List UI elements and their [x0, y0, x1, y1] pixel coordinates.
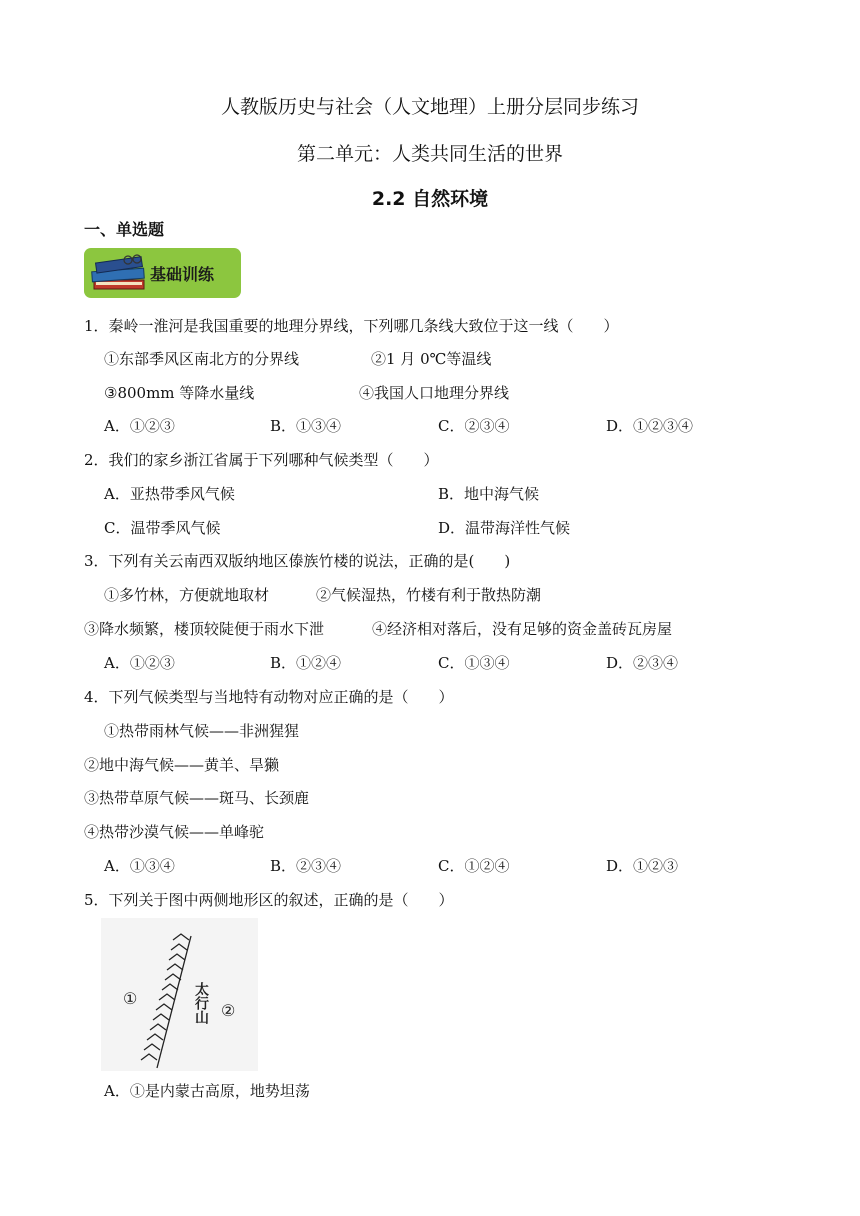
- question-3-stem: 3．下列有关云南西双版纳地区傣族竹楼的说法，正确的是( ): [84, 552, 511, 570]
- basic-training-badge: [84, 248, 241, 298]
- map-region-2-label: ②: [221, 1001, 236, 1020]
- question-2-option-c[interactable]: C．温带季风气候: [104, 519, 221, 537]
- lesson-title: 2.2 自然环境: [371, 188, 489, 210]
- question-3-statement-2: ②气候湿热，竹楼有利于散热防潮: [316, 586, 542, 604]
- question-5-stem: 5．下列关于图中两侧地形区的叙述，正确的是（ ）: [84, 891, 454, 909]
- question-3-option-a[interactable]: A．①②③: [104, 654, 175, 672]
- question-4-statement-1: ①热带雨林气候——非洲猩猩: [104, 722, 300, 740]
- question-4-statement-3: ③热带草原气候——斑马、长颈鹿: [84, 789, 310, 807]
- badge-label: 基础训练: [150, 265, 215, 284]
- question-3-statement-3: ③降水频繁，楼顶较陡便于雨水下泄: [84, 620, 325, 638]
- question-3-statement-1: ①多竹林，方便就地取材: [104, 586, 270, 604]
- question-2-option-a[interactable]: A．亚热带季风气候: [104, 485, 235, 503]
- question-1-stem: 1．秦岭一淮河是我国重要的地理分界线，下列哪几条线大致位于这一线（ ）: [84, 317, 619, 335]
- question-1-statement-3: ③800mm 等降水量线: [104, 384, 255, 402]
- mountain-range-figure: [101, 918, 258, 1071]
- question-4-option-a[interactable]: A．①③④: [104, 857, 175, 875]
- question-1-statement-2: ②1 月 0℃等温线: [371, 350, 492, 368]
- question-1-option-c[interactable]: C．②③④: [438, 417, 510, 435]
- unit-title: 第二单元：人类共同生活的世界: [296, 143, 563, 165]
- mountain-label: 太行山: [193, 982, 209, 1024]
- question-5-option-a[interactable]: A．①是内蒙古高原，地势坦荡: [104, 1082, 310, 1100]
- question-1-option-d[interactable]: D．①②③④: [606, 417, 694, 435]
- question-1-statement-1: ①东部季风区南北方的分界线: [104, 350, 300, 368]
- question-4-option-c[interactable]: C．①②④: [438, 857, 510, 875]
- question-2-stem: 2．我们的家乡浙江省属于下列哪种气候类型（ ）: [84, 451, 439, 469]
- question-1-statement-4: ④我国人口地理分界线: [359, 384, 510, 402]
- question-1-option-a[interactable]: A．①②③: [104, 417, 175, 435]
- question-4-statement-4: ④热带沙漠气候——单峰驼: [84, 823, 265, 841]
- question-1-option-b[interactable]: B．①③④: [270, 417, 342, 435]
- question-4-statement-2: ②地中海气候——黄羊、旱獭: [84, 756, 280, 774]
- question-2-option-d[interactable]: D．温带海洋性气候: [438, 519, 571, 537]
- books-icon: [90, 254, 150, 294]
- question-4-option-b[interactable]: B．②③④: [270, 857, 342, 875]
- question-3-option-c[interactable]: C．①③④: [438, 654, 510, 672]
- map-region-1-label: ①: [123, 989, 138, 1008]
- question-3-statement-4: ④经济相对落后，没有足够的资金盖砖瓦房屋: [372, 620, 673, 638]
- question-3-option-b[interactable]: B．①②④: [270, 654, 342, 672]
- taihang-mountain-map: [101, 918, 258, 1071]
- section-heading: 一、单选题: [84, 220, 165, 239]
- question-3-option-d[interactable]: D．②③④: [606, 654, 679, 672]
- question-4-option-d[interactable]: D．①②③: [606, 857, 679, 875]
- question-2-option-b[interactable]: B．地中海气候: [438, 485, 540, 503]
- question-4-stem: 4．下列气候类型与当地特有动物对应正确的是（ ）: [84, 688, 454, 706]
- document-title: 人教版历史与社会（人文地理）上册分层同步练习: [220, 96, 639, 118]
